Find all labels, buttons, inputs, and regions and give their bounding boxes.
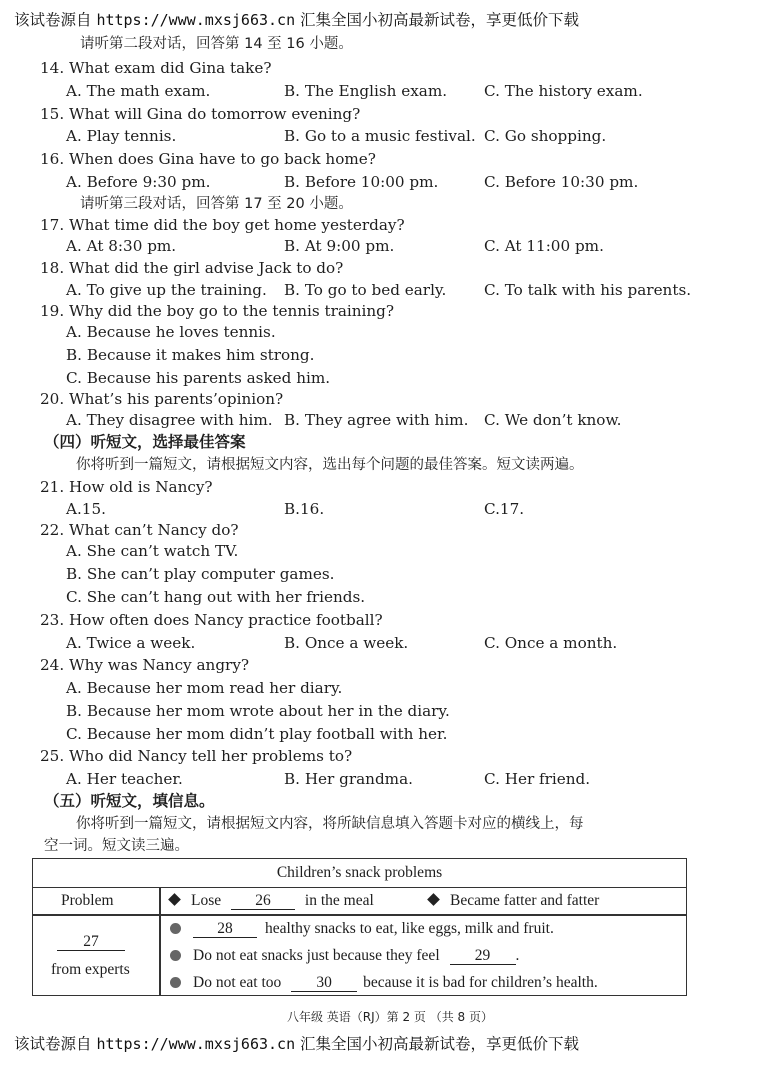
q21-option-b: B.16. — [284, 500, 325, 518]
q14-option-b: B. The English exam. — [284, 82, 448, 100]
q25-option-a: A. Her teacher. — [66, 770, 183, 788]
q16-option-b: B. Before 10:00 pm. — [284, 173, 439, 191]
q16-option-c: C. Before 10:30 pm. — [484, 173, 639, 191]
q14-option-c: C. The history exam. — [484, 82, 643, 100]
advice-blank-cell — [57, 933, 125, 951]
question-25: 25. Who did Nancy tell her problems to? — [40, 747, 353, 765]
q19-option-a: A. Because he loves tennis. — [66, 323, 276, 341]
question-18: 18. What did the girl advise Jack to do? — [40, 259, 344, 277]
q21-option-c: C.17. — [484, 500, 525, 518]
blank-30[interactable]: 30 — [291, 974, 357, 992]
q20-option-c: C. We don’t know. — [484, 411, 622, 429]
problem-item-1: Lose 26 in the meal — [170, 892, 374, 910]
instruction-dialog-3: 请听第三段对话，回答第 17 至 20 小题。 — [80, 196, 353, 212]
q18-option-c: C. To talk with his parents. — [484, 281, 692, 299]
banner-prefix: 该试卷源自 — [14, 11, 97, 29]
question-24: 24. Why was Nancy angry? — [40, 656, 250, 674]
banner-suffix: 汇集全国小初高最新试卷，享更低价下载 — [295, 1035, 580, 1053]
question-23: 23. How often does Nancy practice football? — [40, 611, 383, 629]
section-4-instruction: 你将听到一篇短文，请根据短文内容，选出每个问题的最佳答案。短文读两遍。 — [76, 457, 584, 473]
q18-option-a: A. To give up the training. — [66, 281, 267, 299]
table-row-divider — [33, 914, 686, 916]
question-16: 16. When does Gina have to go back home? — [40, 150, 376, 168]
q19-option-c: C. Because his parents asked him. — [66, 369, 331, 387]
q15-option-a: A. Play tennis. — [66, 127, 177, 145]
top-banner — [14, 8, 774, 34]
section-5-instruction-line2: 空一词。短文读三遍。 — [44, 838, 189, 854]
circle-bullet-icon — [170, 950, 181, 961]
q17-option-a: A. At 8:30 pm. — [66, 237, 177, 255]
q20-option-b: B. They agree with him. — [284, 411, 469, 429]
table-title: Children’s snack problems — [33, 859, 686, 888]
q22-option-b: B. She can’t play computer games. — [66, 565, 335, 583]
banner-url[interactable]: https://www.mxsj663.cn — [96, 11, 296, 29]
question-21: 21. How old is Nancy? — [40, 478, 213, 496]
q16-option-a: A. Before 9:30 pm. — [66, 173, 211, 191]
q24-option-a: A. Because her mom read her diary. — [66, 679, 343, 697]
q22-option-a: A. She can’t watch TV. — [66, 542, 239, 560]
q23-option-c: C. Once a month. — [484, 634, 618, 652]
question-15: 15. What will Gina do tomorrow evening? — [40, 105, 361, 123]
question-14: 14. What exam did Gina take? — [40, 59, 272, 77]
bottom-banner — [14, 1032, 774, 1058]
q15-option-b: B. Go to a music festival. — [284, 127, 476, 145]
section-5-instruction-line1: 你将听到一篇短文，请根据短文内容，将所缺信息填入答题卡对应的横线上，每 — [76, 816, 584, 832]
advice-label: from experts — [51, 961, 130, 978]
q18-option-b: B. To go to bed early. — [284, 281, 447, 299]
section-4-title: （四）听短文，选择最佳答案 — [44, 433, 246, 451]
banner-url[interactable]: https://www.mxsj663.cn — [96, 1035, 296, 1053]
diamond-bullet-icon — [427, 893, 440, 906]
blank-26[interactable]: 26 — [231, 892, 295, 910]
q25-option-b: B. Her grandma. — [284, 770, 413, 788]
q23-option-a: A. Twice a week. — [66, 634, 196, 652]
q19-option-b: B. Because it makes him strong. — [66, 346, 315, 364]
question-17: 17. What time did the boy get home yesterday? — [40, 216, 405, 234]
problem-item-2: Became fatter and fatter — [429, 892, 599, 910]
banner-suffix: 汇集全国小初高最新试卷，享更低价下载 — [295, 11, 580, 29]
instruction-dialog-2: 请听第二段对话，回答第 14 至 16 小题。 — [80, 36, 353, 52]
q24-option-c: C. Because her mom didn’t play football with her. — [66, 725, 448, 743]
snack-problems-table — [32, 858, 687, 996]
q17-option-c: C. At 11:00 pm. — [484, 237, 604, 255]
q22-option-c: C. She can’t hang out with her friends. — [66, 588, 366, 606]
question-22: 22. What can’t Nancy do? — [40, 521, 239, 539]
blank-29[interactable]: 29 — [450, 947, 516, 965]
advice-row-2: Do not eat snacks just because they feel 29 . — [170, 947, 519, 965]
circle-bullet-icon — [170, 923, 181, 934]
q21-option-a: A.15. — [66, 500, 106, 518]
table-column-divider — [159, 887, 161, 995]
problem-label: Problem — [61, 892, 114, 909]
blank-28[interactable]: 28 — [193, 920, 257, 938]
page-footer: 八年级 英语（RJ）第 2 页 （共 8 页） — [286, 1010, 494, 1024]
q24-option-b: B. Because her mom wrote about her in the diary. — [66, 702, 450, 720]
q15-option-c: C. Go shopping. — [484, 127, 607, 145]
blank-27[interactable]: 27 — [57, 933, 125, 951]
question-19: 19. Why did the boy go to the tennis training? — [40, 302, 395, 320]
q25-option-c: C. Her friend. — [484, 770, 591, 788]
advice-row-3: Do not eat too 30 because it is bad for children’s health. — [170, 974, 598, 992]
banner-prefix: 该试卷源自 — [14, 1035, 97, 1053]
q14-option-a: A. The math exam. — [66, 82, 211, 100]
q23-option-b: B. Once a week. — [284, 634, 409, 652]
section-5-title: （五）听短文，填信息。 — [44, 792, 215, 810]
q20-option-a: A. They disagree with him. — [66, 411, 273, 429]
diamond-bullet-icon — [168, 893, 181, 906]
advice-row-1: 28 healthy snacks to eat, like eggs, milk and fruit. — [170, 920, 554, 938]
q17-option-b: B. At 9:00 pm. — [284, 237, 395, 255]
circle-bullet-icon — [170, 977, 181, 988]
question-20: 20. What’s his parents’opinion? — [40, 390, 284, 408]
